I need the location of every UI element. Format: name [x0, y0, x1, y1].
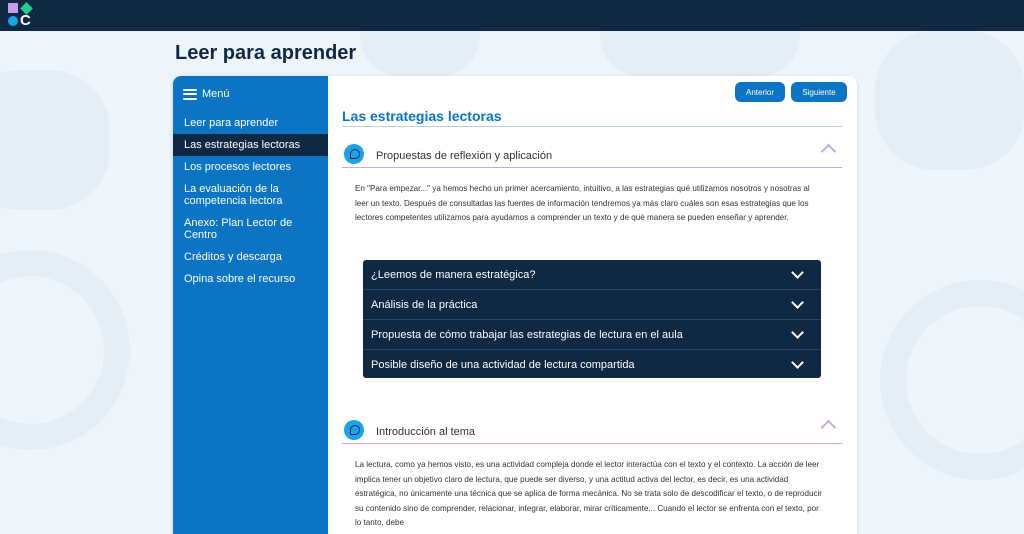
chevron-down-icon: [791, 296, 804, 309]
chevron-up-icon: [821, 144, 837, 160]
list-item-label: Posible diseño de una actividad de lectura compartida: [371, 359, 635, 371]
background-shape: [0, 70, 110, 210]
logo-letter: C: [20, 12, 31, 29]
logo-circle-icon: [8, 16, 18, 26]
main-content: [328, 76, 857, 534]
reading-tree-icon: [344, 420, 364, 440]
sidebar-nav: [173, 112, 328, 290]
chevron-down-icon: [791, 326, 804, 339]
background-circle: [0, 250, 130, 450]
background-shape: [875, 30, 1024, 170]
sidebar-item-anexo-plan-lector[interactable]: Anexo: Plan Lector de Centro: [184, 217, 293, 241]
background-shape: [360, 28, 480, 76]
accordion-header-reflexion[interactable]: [342, 144, 842, 168]
sidebar-item-leer-para-aprender[interactable]: Leer para aprender: [184, 117, 279, 129]
list-item-label: Propuesta de cómo trabajar las estrategias de lectura en el aula: [371, 328, 683, 341]
collapsible-list: [363, 260, 821, 378]
topic-paragraph: La lectura, como ya hemos visto, es una actividad compleja donde el lector interactúa con el texto y el contexto. La acción de leer implica tener un objetivo claro de lectura, que puede ser diverso, y una actitud activa del lector, es decir, es una actividad estratégica, no únicamente una técnica que se aplica de forma mecánica. No se trata solo de descodificar el texto, o de reproducir su contenido sino de comprender, relacionar, integrar, elaborar, mirar críticamente... Cuando el lector se enfrenta con el texto, por lo tanto, debe: [355, 460, 823, 527]
accordion-title: Propuestas de reflexión y aplicación: [376, 150, 553, 162]
list-item-label: ¿Leemos de manera estratégica?: [371, 268, 536, 281]
page-title: Leer para aprender: [175, 42, 357, 64]
sidebar-item-creditos[interactable]: Créditos y descarga: [184, 251, 282, 263]
app-logo[interactable]: [8, 3, 34, 29]
chevron-down-icon: [791, 356, 804, 369]
sidebar-item-estrategias-lectoras[interactable]: Las estrategias lectoras: [173, 134, 328, 156]
list-item-analisis-practica[interactable]: [363, 290, 821, 320]
hamburger-icon: [183, 89, 197, 100]
accordion-header-introduccion[interactable]: [342, 420, 842, 444]
top-bar: [0, 0, 1024, 31]
sidebar: [173, 76, 328, 534]
intro-paragraph: En "Para empezar..." ya hemos hecho un primer acercamiento, intuitivo, a las estrategias qué utilizamos nosotros y nosotras al leer un texto. Después de consultadas las fuentes de información tendremos ya más claro cuáles son esas estrategias que los lectores competentes utilizamos para ayudamos a comprender un texto y de qué manera se pueden enseñar y aprender.: [355, 184, 810, 222]
sidebar-item-evaluacion[interactable]: La evaluación de la competencia lectora: [184, 183, 283, 207]
accordion-title: Introducción al tema: [376, 426, 476, 438]
background-circle: [880, 280, 1024, 480]
list-item-label: Análisis de la práctica: [371, 298, 478, 311]
list-item-lectura-compartida[interactable]: [363, 350, 821, 380]
next-button[interactable]: Siguiente: [792, 83, 846, 101]
background-shape: [600, 28, 800, 76]
logo-square-icon: [8, 3, 18, 13]
reading-tree-icon: [344, 144, 364, 164]
sidebar-item-opina[interactable]: Opina sobre el recurso: [184, 273, 296, 285]
menu-toggle[interactable]: [183, 86, 230, 102]
chevron-up-icon: [821, 420, 837, 436]
sidebar-item-procesos-lectores[interactable]: Los procesos lectores: [184, 161, 291, 173]
menu-label: Menú: [202, 88, 230, 100]
list-item-leemos-estrategica[interactable]: [363, 260, 821, 290]
content-card: [173, 76, 857, 534]
chevron-down-icon: [791, 266, 804, 279]
previous-button[interactable]: Anterior: [736, 83, 784, 101]
list-item-propuesta-aula[interactable]: [363, 320, 821, 350]
section-title: Las estrategias lectoras: [342, 108, 842, 127]
